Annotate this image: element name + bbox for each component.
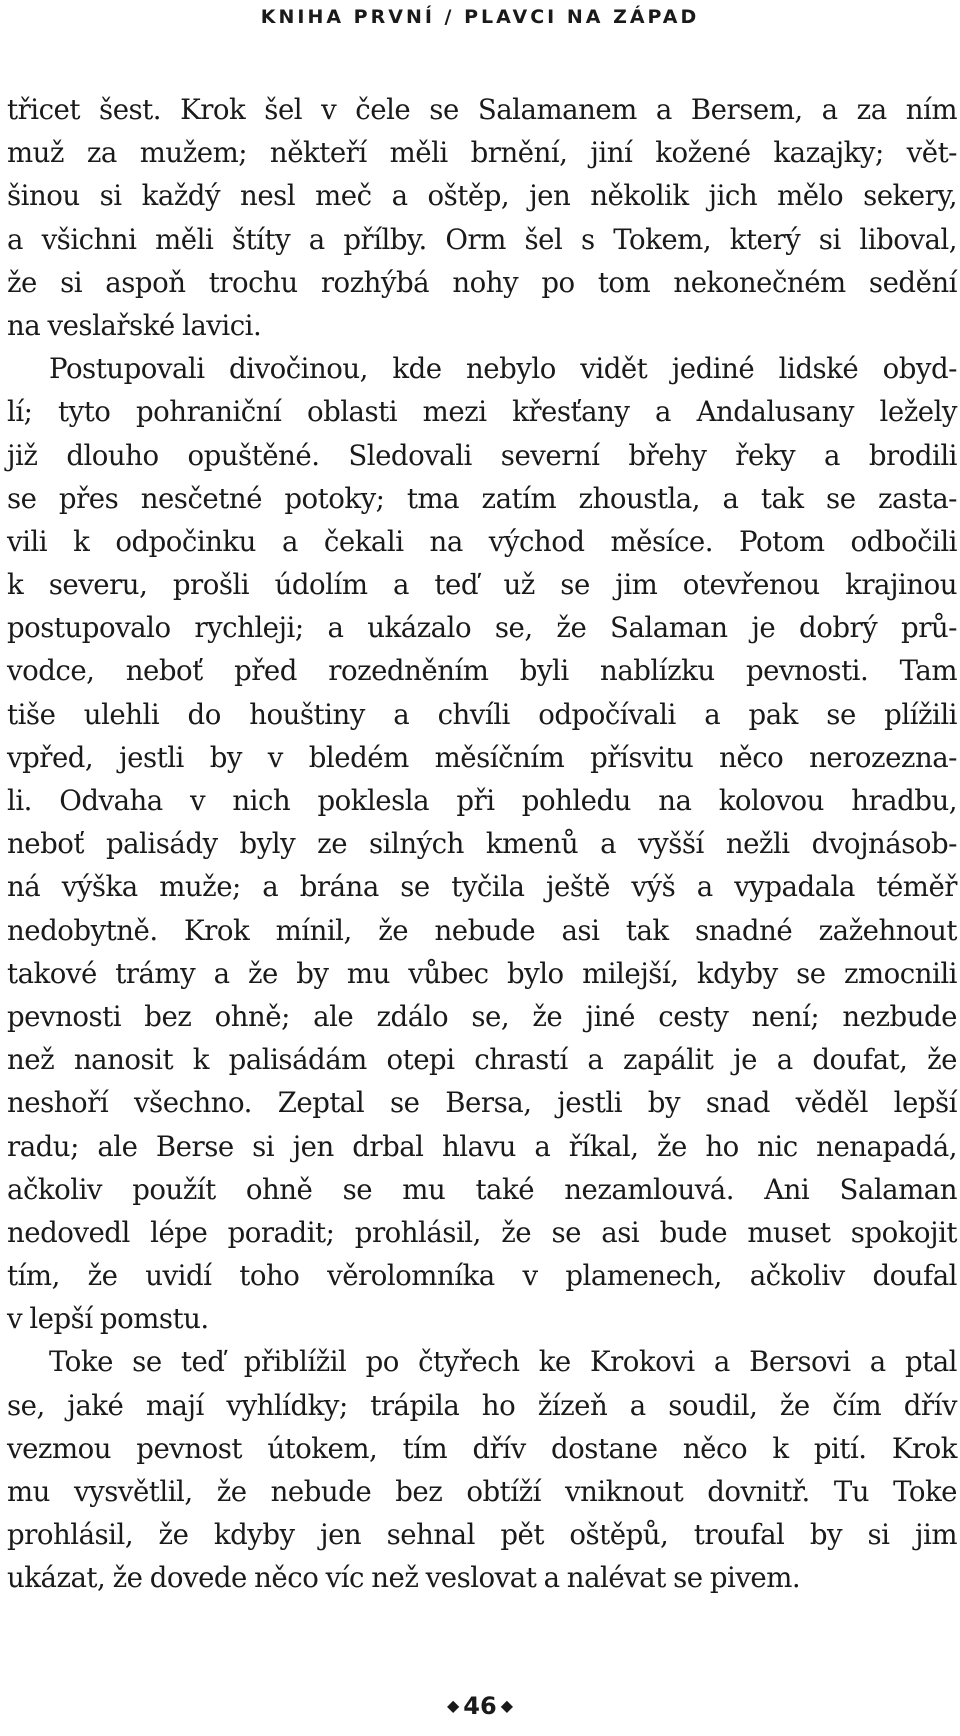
text-line: k severu, prošli údolím a teď už se jim otevřenou krajinou [7,568,957,602]
text-line: v lepší pomstu. [7,1302,209,1336]
text-line: radu; ale Berse si jen drbal hlavu a říkal, že ho nic nenapadá, [7,1129,957,1163]
text-line: li. Odvaha v nich poklesla při pohledu na kolovou hradbu, [7,784,957,817]
text-line: postupovalo rychleji; a ukázalo se, že Salaman je dobrý prů- [7,611,957,645]
text-line: ačkoliv použít ohně se mu také nezamlouvá. Ani Salaman [7,1172,957,1206]
ornament-left-icon: ◆ [446,1696,460,1715]
paragraph [7,347,957,1340]
text-line: ná výška muže; a brána se tyčila ještě výš a vypadala téměř [7,870,957,904]
text-line: šinou si každý nesl meč a oštěp, jen několik jich mělo sekery, [7,179,957,213]
text-line: muž za mužem; někteří měli brnění, jiní kožené kazajky; vět- [7,136,957,170]
text-line: prohlásil, že kdyby jen sehnal pět oštěpů, troufal by si jim [7,1518,957,1552]
text-line: vili k odpočinku a čekali na východ měsíce. Potom odbočili [7,524,957,558]
text-line: takové trámy a že by mu vůbec bylo milejší, kdyby se zmocnili [7,956,957,990]
text-line: již dlouho opuštěné. Sledovali severní břehy řeky a brodili [7,438,957,472]
running-head: KNIHA PRVNÍ / PLAVCI NA ZÁPAD [260,6,700,28]
text-line: a všichni měli štíty a přílby. Orm šel s Tokem, který si liboval, [7,222,957,256]
text-line: že si aspoň trochu rozhýbá nohy po tom nekonečném sedění [7,265,957,299]
text-line: nedobytně. Krok mínil, že nebude asi tak snadné zažehnout [7,913,957,947]
text-line: vpřed, jestli by v bledém měsíčním přísvitu něco nerozezna- [7,740,957,774]
paragraph [7,88,957,347]
text-line: neboť palisády byly ze silných kmenů a vyšší nežli dvojnásob- [7,827,957,861]
text-line: na veslařské lavici. [7,308,262,342]
page-number [0,1692,960,1720]
text-line: Toke se teď přiblížil po čtyřech ke Krokovi a Bersovi a ptal [49,1345,957,1379]
text-line: mu vysvětlil, že nebude bez obtíží vniknout dovnitř. Tu Toke [7,1475,957,1508]
text-line: ukázat, že dovede něco víc než veslovat a nalévat se pivem. [7,1561,801,1595]
body-text [7,88,957,1600]
text-line: Postupovali divočinou, kde nebylo vidět jediné lidské obyd- [49,352,957,386]
text-line: než nanosit k palisádám otepi chrastí a zapálit je a doufat, že [7,1043,957,1077]
page-number-value: 46 [463,1692,497,1720]
text-line: se přes nesčetné potoky; tma zatím zhoustla, a tak se zasta- [7,481,957,515]
text-line: se, jaké mají vyhlídky; trápila ho žízeň a soudil, že čím dřív [7,1388,957,1422]
text-line: tím, že uvidí toho věrolomníka v plamenech, ačkoliv doufal [7,1259,957,1293]
text-line: vezmou pevnost útokem, tím dřív dostane něco k pití. Krok [7,1431,957,1465]
text-line: tiše ulehli do houštiny a chvíli odpočívali a pak se plížili [7,697,957,731]
paragraph [7,1340,957,1599]
text-line: třicet šest. Krok šel v čele se Salamanem a Bersem, a za ním [7,93,957,126]
text-line: lí; tyto pohraniční oblasti mezi křesťany a Andalusany ležely [7,395,957,429]
text-line: neshoří všechno. Zeptal se Bersa, jestli by snad věděl lepší [7,1086,957,1120]
ornament-right-icon: ◆ [500,1696,514,1715]
text-line: nedovedl lépe poradit; prohlásil, že se asi bude muset spokojit [7,1215,957,1249]
text-line: vodce, neboť před rozedněním byli nablízku pevnosti. Tam [7,654,957,688]
text-line: pevnosti bez ohně; ale zdálo se, že jiné cesty není; nezbude [7,999,957,1033]
